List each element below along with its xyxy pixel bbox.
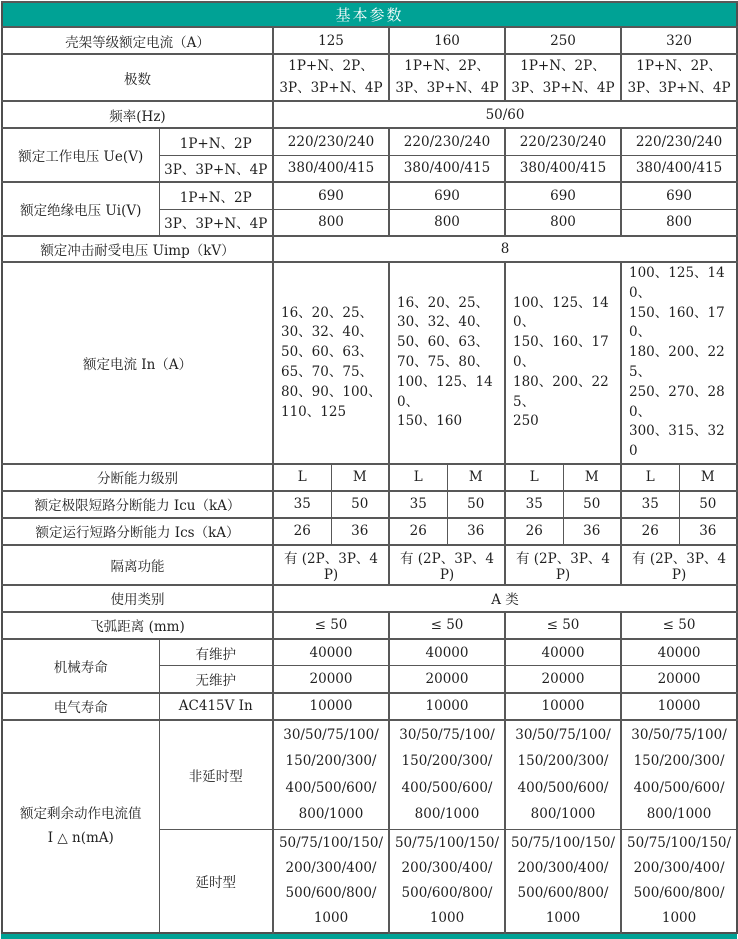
- cell-value: 220/230/240: [273, 128, 389, 155]
- row-label: 额定运行短路分断能力 Ics（kA）: [2, 518, 273, 545]
- cell-value: L: [273, 464, 331, 491]
- row-label: 电气寿命: [2, 693, 159, 720]
- cell-value: 36: [331, 518, 389, 545]
- cell-value: 1P+N、2P、 3P、3P+N、4P: [505, 54, 621, 101]
- cell-value: 30/50/75/100/ 150/200/300/ 400/500/600/ 800/1000: [389, 720, 505, 830]
- cell-value: 50/75/100/150/ 200/300/400/ 500/600/800/ 1000: [505, 829, 621, 933]
- cell-value: ≤ 50: [273, 612, 389, 639]
- cell-value: M: [679, 464, 737, 491]
- table-row: [2, 693, 737, 720]
- cell-value: A 类: [273, 585, 737, 612]
- cell-value: 1P+N、2P、 3P、3P+N、4P: [389, 54, 505, 101]
- cell-value: 220/230/240: [621, 128, 737, 155]
- row-label: 壳架等级额定电流（A）: [2, 27, 273, 54]
- cell-value: 800: [505, 209, 621, 236]
- cell-value: 26: [505, 518, 563, 545]
- row-sublabel: 无维护: [159, 666, 273, 693]
- row-label: 额定绝缘电压 Ui(V): [2, 182, 159, 236]
- cell-value: 30/50/75/100/ 150/200/300/ 400/500/600/ 800/1000: [621, 720, 737, 830]
- cell-value: 50: [331, 491, 389, 518]
- cell-value: 380/400/415: [389, 155, 505, 182]
- cell-value: M: [331, 464, 389, 491]
- cell-value: 10000: [505, 693, 621, 720]
- row-sublabel: 3P、3P+N、4P: [159, 209, 273, 236]
- table-row: [2, 491, 737, 518]
- table-row: [2, 612, 737, 639]
- row-sublabel: 1P+N、2P: [159, 128, 273, 155]
- row-label: 分断能力级别: [2, 464, 273, 491]
- cell-value: 8: [273, 236, 737, 262]
- table-row: [2, 585, 737, 612]
- cell-value: ≤ 50: [621, 612, 737, 639]
- row-label: 使用类别: [2, 585, 273, 612]
- row-label: 额定工作电压 Ue(V): [2, 128, 159, 182]
- row-label: 极数: [2, 54, 273, 101]
- cell-value: 有 (2P、3P、4P): [389, 545, 505, 585]
- basic-parameters-table: [1, 1, 738, 934]
- cell-value: 50: [679, 491, 737, 518]
- row-label: 机械寿命: [2, 639, 159, 693]
- table-row: [2, 639, 737, 666]
- cell-value: 50/60: [273, 101, 737, 128]
- cell-value: 800: [621, 209, 737, 236]
- cell-value: M: [563, 464, 621, 491]
- cell-value: 40000: [389, 639, 505, 666]
- table-row: [2, 464, 737, 491]
- cell-value: 26: [273, 518, 331, 545]
- cell-value: 160: [389, 27, 505, 54]
- table-title: 基本参数: [2, 2, 737, 27]
- table-row: [2, 27, 737, 54]
- table-row: [2, 101, 737, 128]
- row-sublabel: 1P+N、2P: [159, 182, 273, 209]
- row-label: 额定极限短路分断能力 Icu（kA）: [2, 491, 273, 518]
- row-sublabel: 延时型: [159, 829, 273, 933]
- cell-value: L: [389, 464, 447, 491]
- cell-value: M: [447, 464, 505, 491]
- cell-value: 36: [563, 518, 621, 545]
- cell-value: 26: [389, 518, 447, 545]
- table-row: [2, 545, 737, 585]
- row-sublabel: AC415V In: [159, 693, 273, 720]
- cell-value: 有 (2P、3P、4P): [505, 545, 621, 585]
- cell-value: 100、125、140、 150、160、170、 180、200、225、 250、270、280、 300、315、320: [621, 262, 737, 464]
- cell-value: 30/50/75/100/ 150/200/300/ 400/500/600/ 800/1000: [273, 720, 389, 830]
- cell-value: 36: [679, 518, 737, 545]
- cell-value: 16、20、25、 30、32、40、 50、60、63、 70、75、80、 100、125、140、 150、160: [389, 262, 505, 464]
- bottom-accent-bar: [1, 934, 737, 939]
- cell-value: 10000: [621, 693, 737, 720]
- row-sublabel: 3P、3P+N、4P: [159, 155, 273, 182]
- row-label: 额定剩余动作电流值 I △ n(mA): [2, 720, 159, 933]
- cell-value: 380/400/415: [273, 155, 389, 182]
- table-row: [2, 2, 737, 27]
- cell-value: 220/230/240: [389, 128, 505, 155]
- row-label: 额定冲击耐受电压 Uimp（kV）: [2, 236, 273, 262]
- cell-value: 1P+N、2P、 3P、3P+N、4P: [621, 54, 737, 101]
- table-row: [2, 720, 737, 830]
- table-row: [2, 54, 737, 101]
- cell-value: 1P+N、2P、 3P、3P+N、4P: [273, 54, 389, 101]
- cell-value: 35: [621, 491, 679, 518]
- cell-value: 35: [389, 491, 447, 518]
- table-row: [2, 236, 737, 262]
- row-sublabel: 有维护: [159, 639, 273, 666]
- cell-value: 50: [447, 491, 505, 518]
- table-row: [2, 262, 737, 464]
- cell-value: 100、125、140、 150、160、170、 180、200、225、 250: [505, 262, 621, 464]
- cell-value: 380/400/415: [621, 155, 737, 182]
- cell-value: 800: [389, 209, 505, 236]
- cell-value: 40000: [505, 639, 621, 666]
- cell-value: 690: [621, 182, 737, 209]
- cell-value: 16、20、25、 30、32、40、 50、60、63、 65、70、75、 80、90、100、 110、125: [273, 262, 389, 464]
- cell-value: 36: [447, 518, 505, 545]
- cell-value: 125: [273, 27, 389, 54]
- cell-value: 10000: [389, 693, 505, 720]
- cell-value: 40000: [621, 639, 737, 666]
- cell-value: 50/75/100/150/ 200/300/400/ 500/600/800/ 1000: [389, 829, 505, 933]
- cell-value: 40000: [273, 639, 389, 666]
- row-sublabel: 非延时型: [159, 720, 273, 830]
- row-label: 频率(Hz): [2, 101, 273, 128]
- cell-value: 26: [621, 518, 679, 545]
- row-label: 隔离功能: [2, 545, 273, 585]
- row-label: 额定电流 In（A）: [2, 262, 273, 464]
- cell-value: 20000: [621, 666, 737, 693]
- cell-value: 690: [273, 182, 389, 209]
- cell-value: ≤ 50: [505, 612, 621, 639]
- cell-value: 30/50/75/100/ 150/200/300/ 400/500/600/ 800/1000: [505, 720, 621, 830]
- table-row: [2, 128, 737, 155]
- cell-value: 320: [621, 27, 737, 54]
- cell-value: 250: [505, 27, 621, 54]
- cell-value: 800: [273, 209, 389, 236]
- cell-value: 50/75/100/150/ 200/300/400/ 500/600/800/ 1000: [621, 829, 737, 933]
- cell-value: 380/400/415: [505, 155, 621, 182]
- cell-value: 35: [505, 491, 563, 518]
- cell-value: L: [505, 464, 563, 491]
- cell-value: 10000: [273, 693, 389, 720]
- table-row: [2, 518, 737, 545]
- cell-value: 690: [389, 182, 505, 209]
- cell-value: ≤ 50: [389, 612, 505, 639]
- row-label: 飞弧距离 (mm): [2, 612, 273, 639]
- cell-value: 50: [563, 491, 621, 518]
- table-row: [2, 182, 737, 209]
- cell-value: 20000: [273, 666, 389, 693]
- cell-value: 220/230/240: [505, 128, 621, 155]
- cell-value: 35: [273, 491, 331, 518]
- cell-value: 690: [505, 182, 621, 209]
- cell-value: 50/75/100/150/ 200/300/400/ 500/600/800/ 1000: [273, 829, 389, 933]
- cell-value: 有 (2P、3P、4P): [273, 545, 389, 585]
- cell-value: 20000: [389, 666, 505, 693]
- cell-value: 有 (2P、3P、4P): [621, 545, 737, 585]
- cell-value: 20000: [505, 666, 621, 693]
- cell-value: L: [621, 464, 679, 491]
- spec-sheet: [1, 1, 737, 939]
